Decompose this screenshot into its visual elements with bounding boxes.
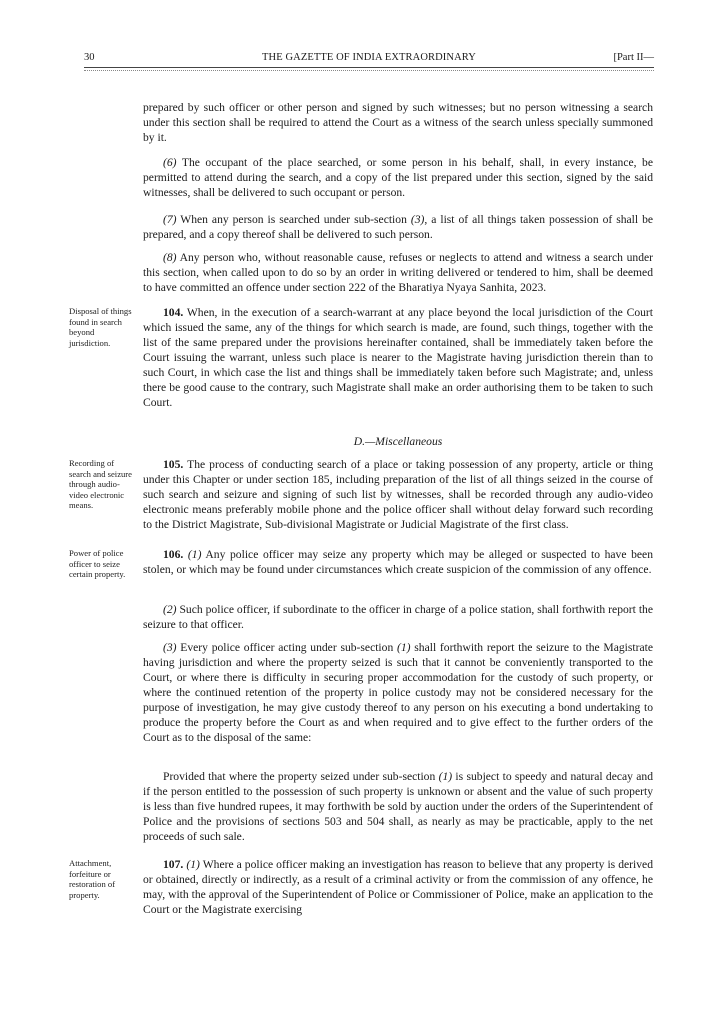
page-number: 30: [84, 52, 95, 63]
section-106-1: 106. (1) Any police officer may seize any property which may be alleged or suspected to have been stolen, or which may be found under circumstances which create suspicion of the commission of any offence.: [143, 548, 653, 576]
gazette-title: THE GAZETTE OF INDIA EXTRAORDINARY: [262, 52, 476, 63]
paragraph-sub-6: (6) The occupant of the place searched, or some person in his behalf, shall, in every instance, be permitted to attend during the search, and a copy of the list prepared under this section, signed by the said witnesses, shall be delivered to such occupant or person.: [143, 156, 653, 199]
subheading-miscellaneous: D.—Miscellaneous: [353, 435, 443, 448]
part-label: [Part II—: [613, 52, 654, 63]
section-107-1: 107. (1) Where a police officer making an investigation has reason to believe that any property is derived or obtained, directly or indirectly, as a result of a criminal activity or from the commission of any offence, he may, with the approval of the Superintendent of Police or Commissioner of Police, make an application to the Court or the Magistrate exercising: [143, 858, 653, 916]
paragraph-continuation: prepared by such officer or other person and signed by such witnesses; but no person witnessing a search under this section shall be required to attend the Court as a witness of the search unless specially summoned by it.: [143, 101, 653, 144]
section-105: 105. The process of conducting search of a place or taking possession of any property, article or thing under this Chapter or under section 185, including preparation of the list of all things seized in the course of such search and seizure and signing of such list by witnesses, shall be recorded through any audio-video electronic means preferably mobile phone and the police officer shall without delay forward such recording to the District Magistrate, Sub-divisional Magistrate or Judicial Magistrate of the first class.: [143, 458, 653, 531]
side-note-106: Power of police officer to seize certain property.: [69, 548, 126, 580]
section-104: 104. When, in the execution of a search-warrant at any place beyond the local jurisdiction of the Court which issued the same, any of the things for which search is made, are found, such things, together with the list of the same prepared under the provisions hereinafter contained, shall be immediately taken before the Court issuing the warrant, unless such place is nearer to the Magistrate having jurisdiction therein than to such Court, in which case the list and things shall be immediately taken before such Magistrate; and, unless there be good cause to the contrary, such Magistrate shall make an order authorising them to be taken to such Court.: [143, 306, 653, 409]
section-106-3: (3) Every police officer acting under sub-section (1) shall forthwith report the seizure to the Magistrate having jurisdiction and where the property seized is such that it cannot be conveniently transported to the Court, or where there is difficulty in securing proper accommodation for the custody of such property, or where the continued retention of the property in police custody may not be considered necessary for the purpose of investigation, he may give custody thereof to any person on his executing a bond undertaking to produce the property before the Court as and when required and to give effect to the further orders of the Court as to the disposal of the same:: [143, 641, 653, 744]
paragraph-sub-8: (8) Any person who, without reasonable cause, refuses or neglects to attend and witness a search under this section, when called upon to do so by an order in writing delivered or tendered to him, shall be deemed to have committed an offence under section 222 of the Bharatiya Nyaya Sanhita, 2023.: [143, 251, 653, 294]
paragraph-sub-7: (7) When any person is searched under sub-section (3), a list of all things taken possession of shall be prepared, and a copy thereof shall be delivered to such person.: [143, 213, 654, 241]
section-106-2: (2) Such police officer, if subordinate to the officer in charge of a police station, shall forthwith report the seizure to that officer.: [143, 603, 653, 631]
proviso: Provided that where the property seized under sub-section (1) is subject to speedy and natural decay and if the person entitled to the possession of such property is unknown or absent and the value of such property is less than five hundred rupees, it may forthwith be sold by auction under the orders of the Superintendent of Police and the provisions of sections 503 and 504 shall, as nearly as may be practicable, apply to the net proceeds of such sale.: [143, 770, 654, 843]
side-note-105: Recording of search and seizure through audio-video electronic means.: [69, 458, 132, 511]
side-note-104: Disposal of things found in search beyond jurisdiction.: [69, 306, 132, 348]
side-note-107: Attachment, forfeiture or restoration of property.: [69, 858, 116, 900]
